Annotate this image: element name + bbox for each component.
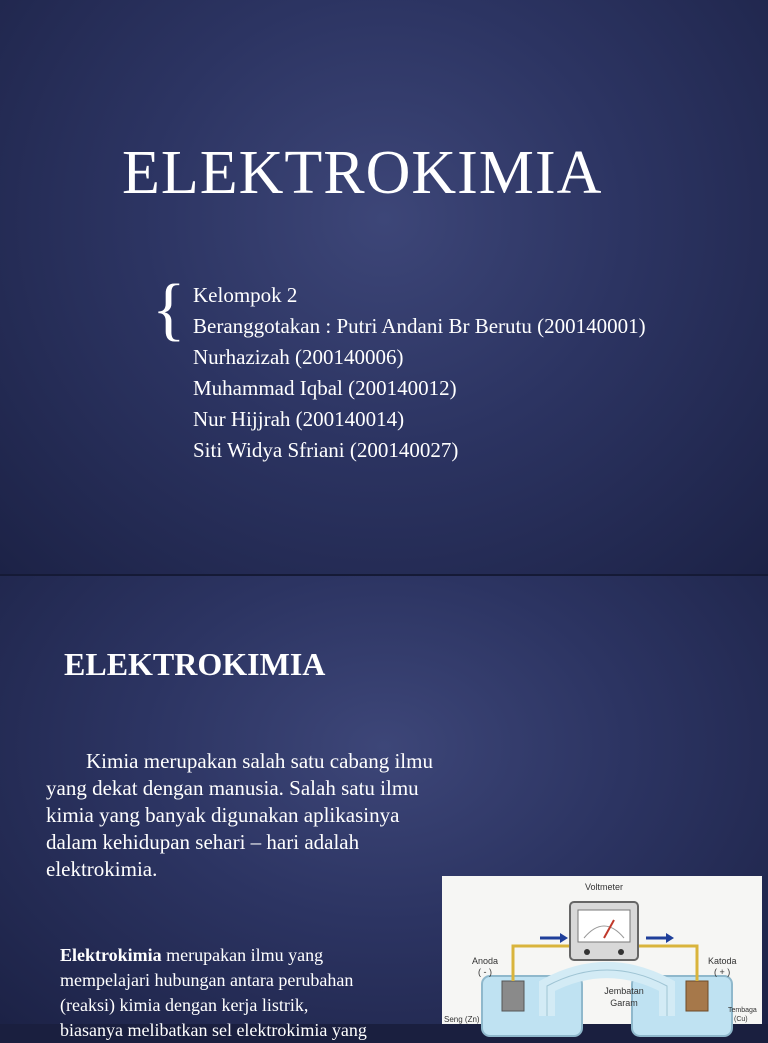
zinc-electrode xyxy=(502,981,524,1011)
salt-bridge-label-2: Garam xyxy=(610,998,638,1008)
member-item: Muhammad Iqbal (200140012) xyxy=(193,376,457,400)
group-name: Kelompok 2 xyxy=(193,283,298,307)
zinc-label: Seng (Zn) xyxy=(444,1015,480,1024)
copper-electrode xyxy=(686,981,708,1011)
anode-sign: ( - ) xyxy=(478,967,492,977)
copper-label-1: Tembaga xyxy=(728,1007,757,1014)
voltmeter-terminal-right xyxy=(618,949,624,955)
copper-label-2: (Cu) xyxy=(734,1016,748,1023)
slide-title-heading: ELEKTROKIMIA xyxy=(122,139,603,207)
galvanic-cell-diagram xyxy=(442,876,762,1024)
definition-line: (reaksi) kimia dengan kerja listrik, xyxy=(60,995,309,1015)
definition-paragraph xyxy=(60,943,440,1043)
members-heading-line: Beranggotakan : Putri Andani Br Berutu (200140001) xyxy=(193,314,646,338)
intro-line: dalam kehidupan sehari – hari adalah xyxy=(46,830,360,854)
galvanic-cell-figure xyxy=(442,876,762,1024)
intro-line: Kimia merupakan salah satu cabang ilmu xyxy=(86,749,433,773)
definition-term: Elektrokimia xyxy=(60,945,162,965)
member-item: Siti Widya Sfriani (200140027) xyxy=(193,438,459,462)
salt-bridge-label-1: Jembatan xyxy=(604,986,644,996)
definition-text: merupakan ilmu yang xyxy=(161,945,324,965)
member-item: Nur Hijjrah (200140014) xyxy=(193,407,405,431)
definition-line xyxy=(60,943,440,968)
intro-paragraph xyxy=(46,748,506,883)
electron-arrowhead-left xyxy=(560,933,568,943)
cathode-label: Katoda xyxy=(708,956,737,966)
definition-line: biasanya melibatkan sel elektrokimia yang xyxy=(60,1020,367,1040)
voltmeter-label: Voltmeter xyxy=(584,882,624,892)
group-member-list xyxy=(193,280,646,466)
electron-arrowhead-right xyxy=(666,933,674,943)
intro-line: elektrokimia. xyxy=(46,857,158,881)
intro-line: kimia yang banyak digunakan aplikasinya xyxy=(46,803,400,827)
definition-line: mempelajari hubungan antara perubahan xyxy=(60,970,354,990)
slide-content-heading: ELEKTROKIMIA xyxy=(64,646,326,682)
brace-symbol: { xyxy=(152,271,186,348)
cathode-sign: ( + ) xyxy=(714,967,731,977)
anode-label: Anoda xyxy=(472,956,499,966)
intro-line: yang dekat dengan manusia. Salah satu ilmu xyxy=(46,776,419,800)
voltmeter-terminal-left xyxy=(584,949,590,955)
slide-content xyxy=(0,576,768,1040)
member-item: Nurhazizah (200140006) xyxy=(193,345,404,369)
